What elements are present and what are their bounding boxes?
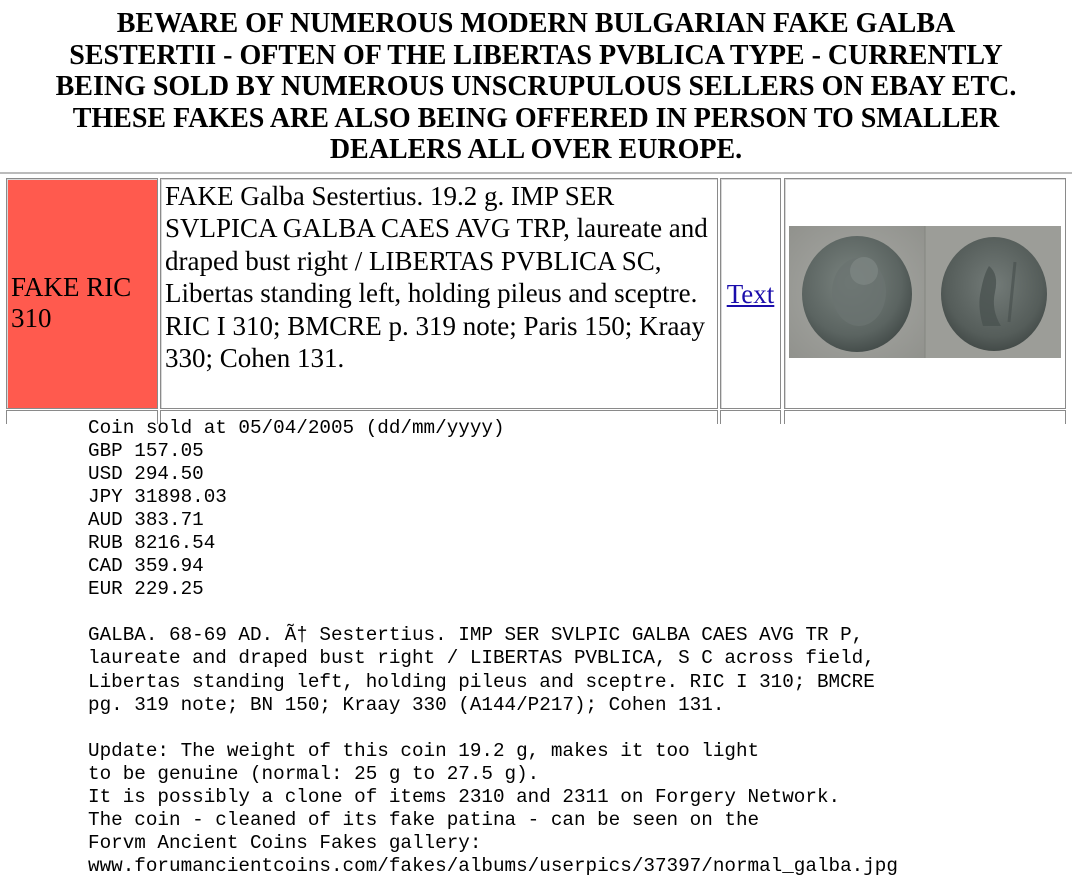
detail-line: www.forumancientcoins.com/fakes/albums/userpics/37397/normal_galba.jpg [88,854,898,877]
warning-line: BEWARE OF NUMEROUS MODERN BULGARIAN FAKE GALBA [116,8,956,39]
coin-sale-details [88,417,898,878]
coin-description-text: FAKE Galba Sestertius. 19.2 g. IMP SER SVLPICA GALBA CAES AVG TRP, laureate and draped bust right / LIBERTAS PVBLICA SC, Libertas standing left, holding pileus and sceptre. RIC I 310; BMCRE p. 319 note; Paris 150; Kraay 330; Cohen 131. [165,181,708,374]
warning-line: SESTERTII - OFTEN OF THE LIBERTAS PVBLICA TYPE - CURRENTLY [69,39,1003,71]
text-link-cell [720,178,781,409]
detail-line: pg. 319 note; BN 150; Kraay 330 (A144/P217); Cohen 131. [88,693,725,716]
fake-label-text: FAKE RIC 310 [11,271,132,333]
detail-line: laureate and draped bust right / LIBERTAS PVBLICA, S C across field, [88,647,875,670]
detail-line: to be genuine (normal: 25 g to 27.5 g). [88,762,540,785]
detail-line [88,601,898,624]
fake-label-cell [6,178,158,409]
detail-line: AUD 383.71 [88,509,204,532]
detail-line: Coin sold at 05/04/2005 (dd/mm/yyyy) [88,417,505,439]
detail-line: CAD 359.94 [88,555,204,578]
detail-line: GALBA. 68-69 AD. Ã† Sestertius. IMP SER SVLPIC GALBA CAES AVG TR P, [88,624,864,647]
detail-line: Forvm Ancient Coins Fakes gallery: [88,831,482,854]
detail-line: Libertas standing left, holding pileus and sceptre. RIC I 310; BMCRE [88,670,875,693]
coin-photo-icon[interactable] [789,226,1061,358]
detail-line: GBP 157.05 [88,440,204,463]
horizontal-rule [0,172,1072,174]
detail-line: EUR 229.25 [88,578,204,601]
warning-line: BEING SOLD BY NUMEROUS UNSCRUPULOUS SELLERS ON EBAY ETC. [55,71,1017,102]
detail-line: JPY 31898.03 [88,486,227,509]
text-link[interactable]: Text [726,279,775,309]
detail-line: It is possibly a clone of items 2310 and 2311 on Forgery Network. [88,785,841,808]
detail-line [88,717,898,740]
detail-line: Update: The weight of this coin 19.2 g, makes it too light [88,739,760,762]
warning-line: THESE FAKES ARE ALSO BEING OFFERED IN PERSON TO SMALLER [72,102,1000,134]
coin-description-cell [160,178,718,409]
detail-line: RUB 8216.54 [88,532,216,555]
warning-line: DEALERS ALL OVER EUROPE. [329,134,743,165]
warning-header [0,8,1072,166]
detail-line: USD 294.50 [88,463,204,486]
detail-line: The coin - cleaned of its fake patina - can be seen on the [88,808,760,831]
